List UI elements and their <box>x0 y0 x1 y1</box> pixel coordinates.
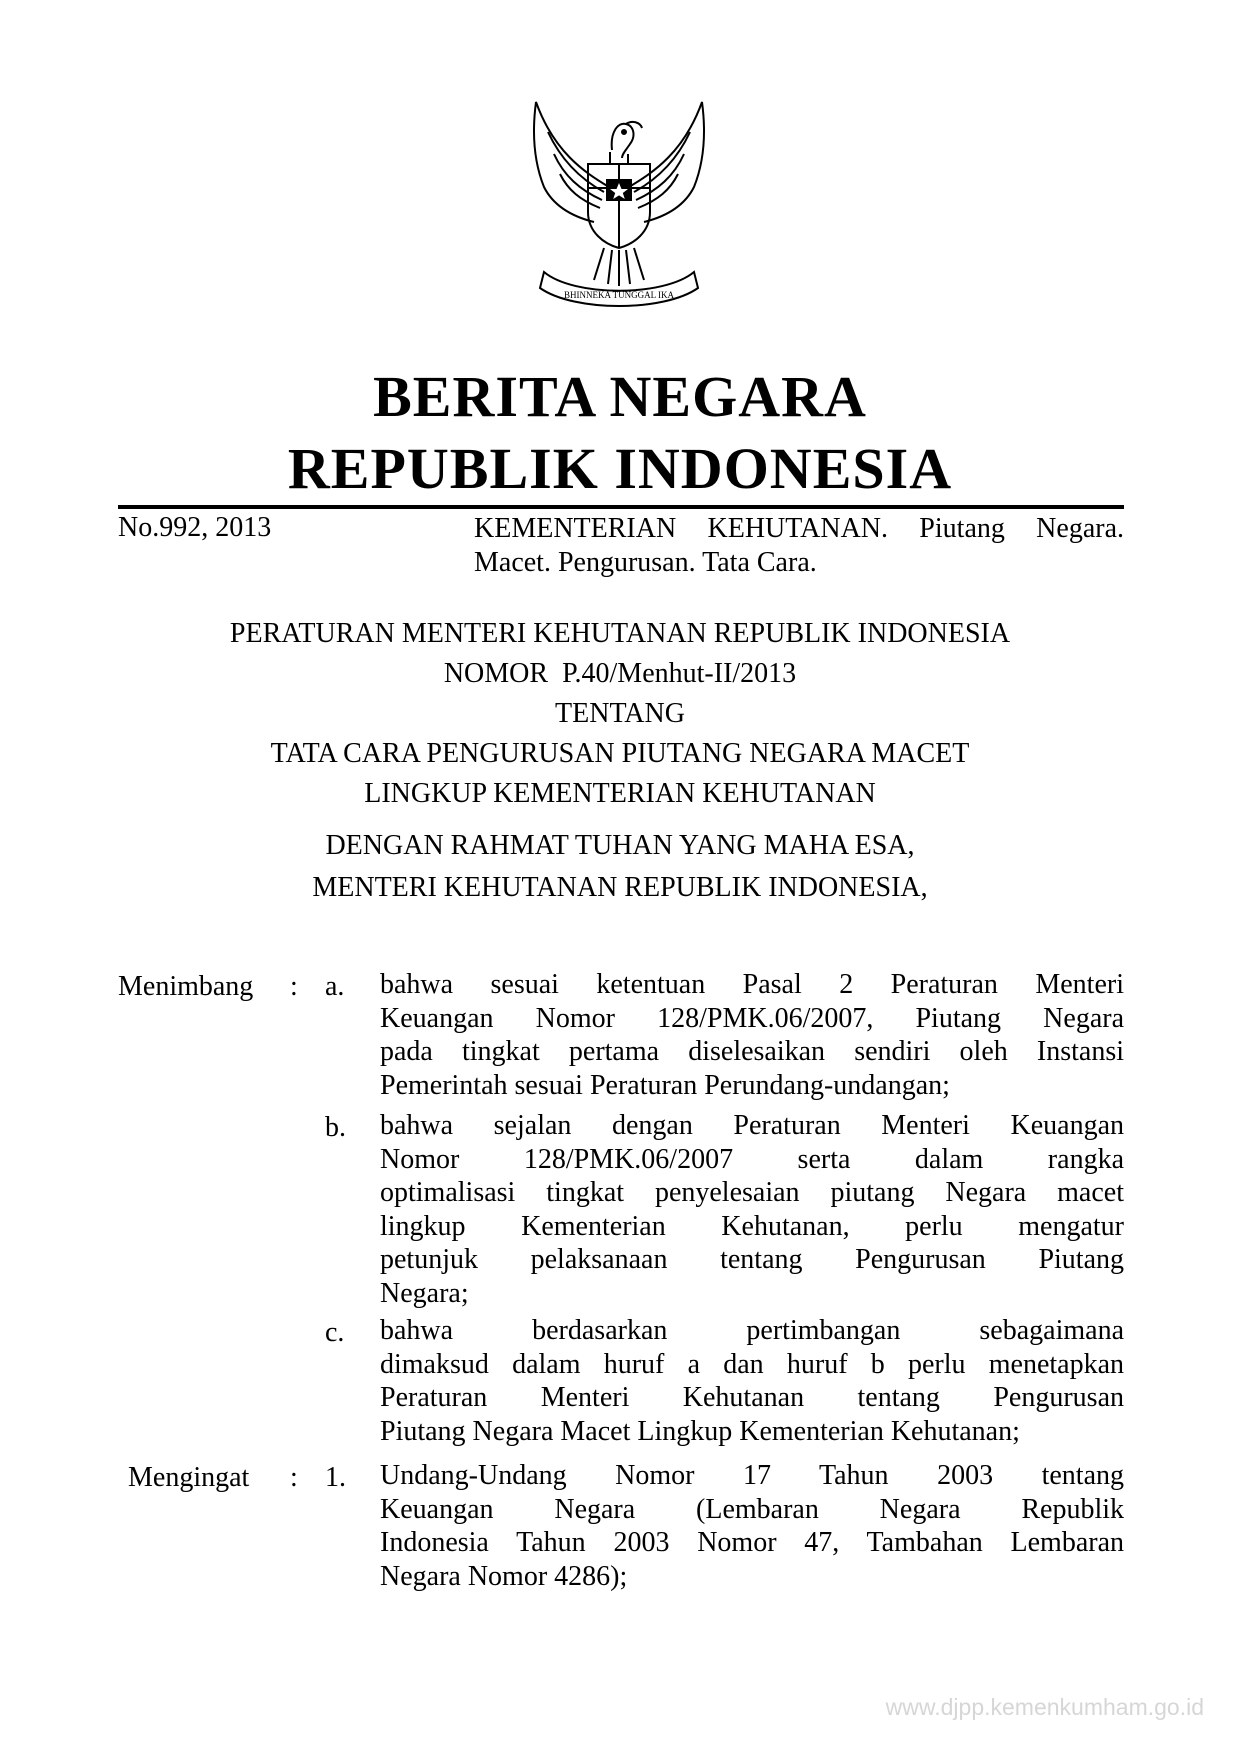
regulation-subject-line2: LINGKUP KEMENTERIAN KEHUTANAN <box>364 778 876 809</box>
gazette-number: No.992, 2013 <box>118 512 272 543</box>
page-title-line2: REPUBLIK INDONESIA <box>287 436 953 501</box>
gazette-description-line2: Macet. Pengurusan. Tata Cara. <box>474 547 817 578</box>
text-line: Keuangan Negara (Lembaran Negara Republik <box>380 1493 1124 1525</box>
text-line: Nomor 128/PMK.06/2007 serta dalam rangka <box>380 1143 1124 1175</box>
text-line: pada tingkat pertama diselesaikan sendiri oleh Instansi <box>380 1036 1124 1067</box>
menimbang-a-text <box>380 968 1124 1102</box>
text-line: Indonesia Tahun 2003 Nomor 47, Tambahan Lembaran <box>380 1527 1124 1558</box>
mengingat-1-text <box>380 1459 1124 1593</box>
opening-line2: MENTERI KEHUTANAN REPUBLIK INDONESIA, <box>312 872 928 903</box>
menimbang-b-text <box>380 1109 1124 1310</box>
text-line: lingkup Kementerian Kehutanan, perlu mengatur <box>380 1210 1124 1242</box>
text-line: bahwa berdasarkan pertimbangan sebagaimana <box>380 1315 1124 1346</box>
text-line: Negara Nomor 4286); <box>380 1560 628 1592</box>
regulation-number: NOMOR P.40/Menhut-II/2013 <box>443 658 797 689</box>
regulation-title-line1: PERATURAN MENTERI KEHUTANAN REPUBLIK INDONESIA <box>229 618 1011 649</box>
text-line: Keuangan Nomor 128/PMK.06/2007, Piutang Negara <box>380 1002 1124 1034</box>
regulation-tentang: TENTANG <box>555 698 685 729</box>
regulation-subject-line1: TATA CARA PENGURUSAN PIUTANG NEGARA MACET <box>270 738 970 769</box>
mengingat-colon: : <box>290 1462 298 1493</box>
text-line: petunjuk pelaksanaan tentang Pengurusan Piutang <box>380 1244 1124 1275</box>
text-line: optimalisasi tingkat penyelesaian piutang Negara macet <box>380 1177 1124 1208</box>
text-line: bahwa sesuai ketentuan Pasal 2 Peraturan Menteri <box>380 969 1124 1000</box>
mengingat-label: Mengingat <box>128 1462 250 1493</box>
gazette-description-line1: KEMENTERIAN KEHUTANAN. Piutang Negara. <box>474 513 1124 544</box>
watermark-url: www.djpp.kemenkumham.go.id <box>885 1694 1204 1720</box>
menimbang-label: Menimbang <box>118 971 254 1002</box>
text-line: bahwa sejalan dengan Peraturan Menteri Keuangan <box>380 1110 1124 1141</box>
text-line: Peraturan Menteri Kehutanan tentang Pengurusan <box>380 1382 1124 1413</box>
text-line: Pemerintah sesuai Peraturan Perundang-undangan; <box>380 1069 950 1101</box>
page-title-line1: BERITA NEGARA <box>373 364 867 429</box>
text-line: Piutang Negara Macet Lingkup Kementerian Kehutanan; <box>380 1415 1020 1447</box>
garuda-pancasila-emblem-icon <box>514 92 724 312</box>
mengingat-1-marker: 1. <box>325 1462 346 1493</box>
opening-line1: DENGAN RAHMAT TUHAN YANG MAHA ESA, <box>325 830 915 861</box>
menimbang-colon: : <box>290 971 298 1002</box>
text-line: dimaksud dalam huruf a dan huruf b perlu menetapkan <box>380 1348 1124 1380</box>
menimbang-b-marker: b. <box>325 1112 346 1143</box>
emblem-motto: BHINNEKA TUNGGAL IKA <box>564 290 674 300</box>
gazette-description <box>474 512 1124 580</box>
menimbang-c-text <box>380 1314 1124 1448</box>
menimbang-a-marker: a. <box>325 971 345 1002</box>
menimbang-c-marker: c. <box>325 1317 345 1348</box>
text-line: Negara; <box>380 1277 469 1309</box>
header-divider <box>118 505 1124 509</box>
text-line: Undang-Undang Nomor 17 Tahun 2003 tentang <box>380 1460 1124 1491</box>
